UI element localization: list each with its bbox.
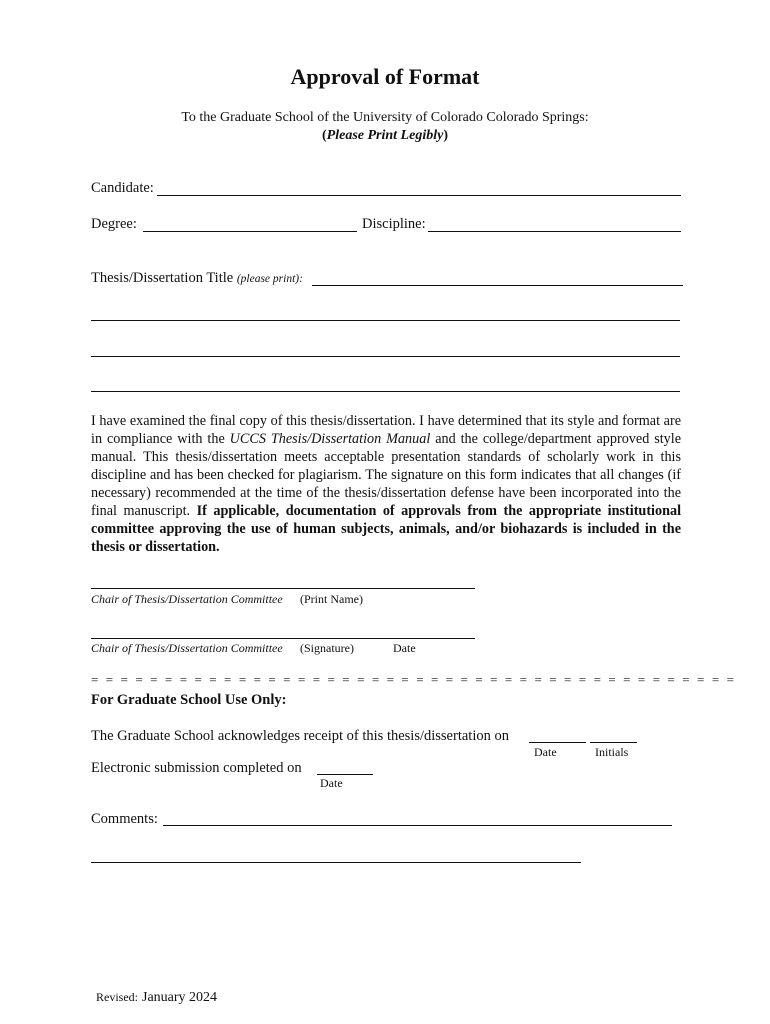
comments-label: Comments:: [91, 811, 158, 827]
thesis-title-field[interactable]: [312, 285, 683, 286]
page-title: Approval of Format: [290, 64, 480, 89]
ack-text: The Graduate School acknowledges receipt of this thesis/dissertation on: [91, 728, 509, 744]
esub-text: Electronic submission completed on: [91, 760, 302, 776]
statement-part-1: I have examined the final copy of this thesis/dissertation. I have determined that its style and format are in compliance with the: [91, 413, 681, 447]
ack-date-field[interactable]: [529, 742, 586, 743]
chair-label-2: Chair of Thesis/Dissertation Committee: [91, 641, 283, 655]
discipline-field[interactable]: [428, 231, 681, 232]
signature-date-label: Date: [393, 641, 416, 655]
candidate-field[interactable]: [157, 195, 681, 196]
thesis-title-label-text: Thesis/Dissertation Title: [91, 270, 234, 286]
approval-statement: [91, 412, 681, 556]
signature-label: (Signature): [300, 641, 354, 655]
addressee-line: To the Graduate School of the University of Colorado Colorado Springs:: [181, 110, 589, 125]
revised-date: January 2024: [142, 990, 218, 1005]
thesis-title-line-2[interactable]: [91, 320, 680, 321]
ack-date-label: Date: [534, 745, 557, 759]
degree-field[interactable]: [143, 231, 357, 232]
thesis-title-label: [91, 270, 303, 287]
print-name-label: (Print Name): [300, 592, 363, 606]
esub-date-label: Date: [320, 776, 343, 790]
revised-label: Revised:: [96, 990, 138, 1004]
esub-date-field[interactable]: [317, 774, 373, 775]
print-note-text: Please Print Legibly: [326, 128, 444, 143]
ack-initials-field[interactable]: [590, 742, 637, 743]
statement-manual: UCCS Thesis/Dissertation Manual: [229, 431, 431, 447]
grad-school-heading: For Graduate School Use Only:: [91, 692, 287, 708]
statement-part-2: and the college/department approved style manual. This thesis/dissertation meets acceptable presentation standards of scholarly work in this discipline and has been checked for plagiarism. The signature on this form indicates that all changes (if necessary) recommended at the time of the thesis/dissertation defense have been incorporated into the final manuscript.: [91, 431, 682, 519]
ack-initials-label: Initials: [595, 745, 629, 759]
revised-footer: [96, 988, 217, 1006]
comments-field[interactable]: [163, 825, 672, 826]
degree-label: Degree:: [91, 216, 137, 232]
section-divider: = = = = = = = = = = = = = = = = = = = = = = = = = = = = = = = = = = = = = = = = = = = =: [91, 672, 737, 687]
chair-label-1: Chair of Thesis/Dissertation Committee: [91, 592, 283, 606]
thesis-title-line-3[interactable]: [91, 356, 680, 357]
statement-bold: If applicable, documentation of approvals from the appropriate institutional committee approving the use of human subjects, animals, and/or biohazards is included in the thesis or dissertation.: [91, 503, 682, 555]
comments-line-2[interactable]: [91, 862, 581, 863]
print-note: (Please Print Legibly): [322, 128, 448, 143]
candidate-label: Candidate:: [91, 180, 154, 196]
chair-signature-field[interactable]: [91, 638, 475, 639]
thesis-title-line-4[interactable]: [91, 391, 680, 392]
discipline-label: Discipline:: [362, 216, 426, 232]
chair-print-name-field[interactable]: [91, 588, 475, 589]
thesis-title-note: (please print):: [236, 273, 303, 285]
